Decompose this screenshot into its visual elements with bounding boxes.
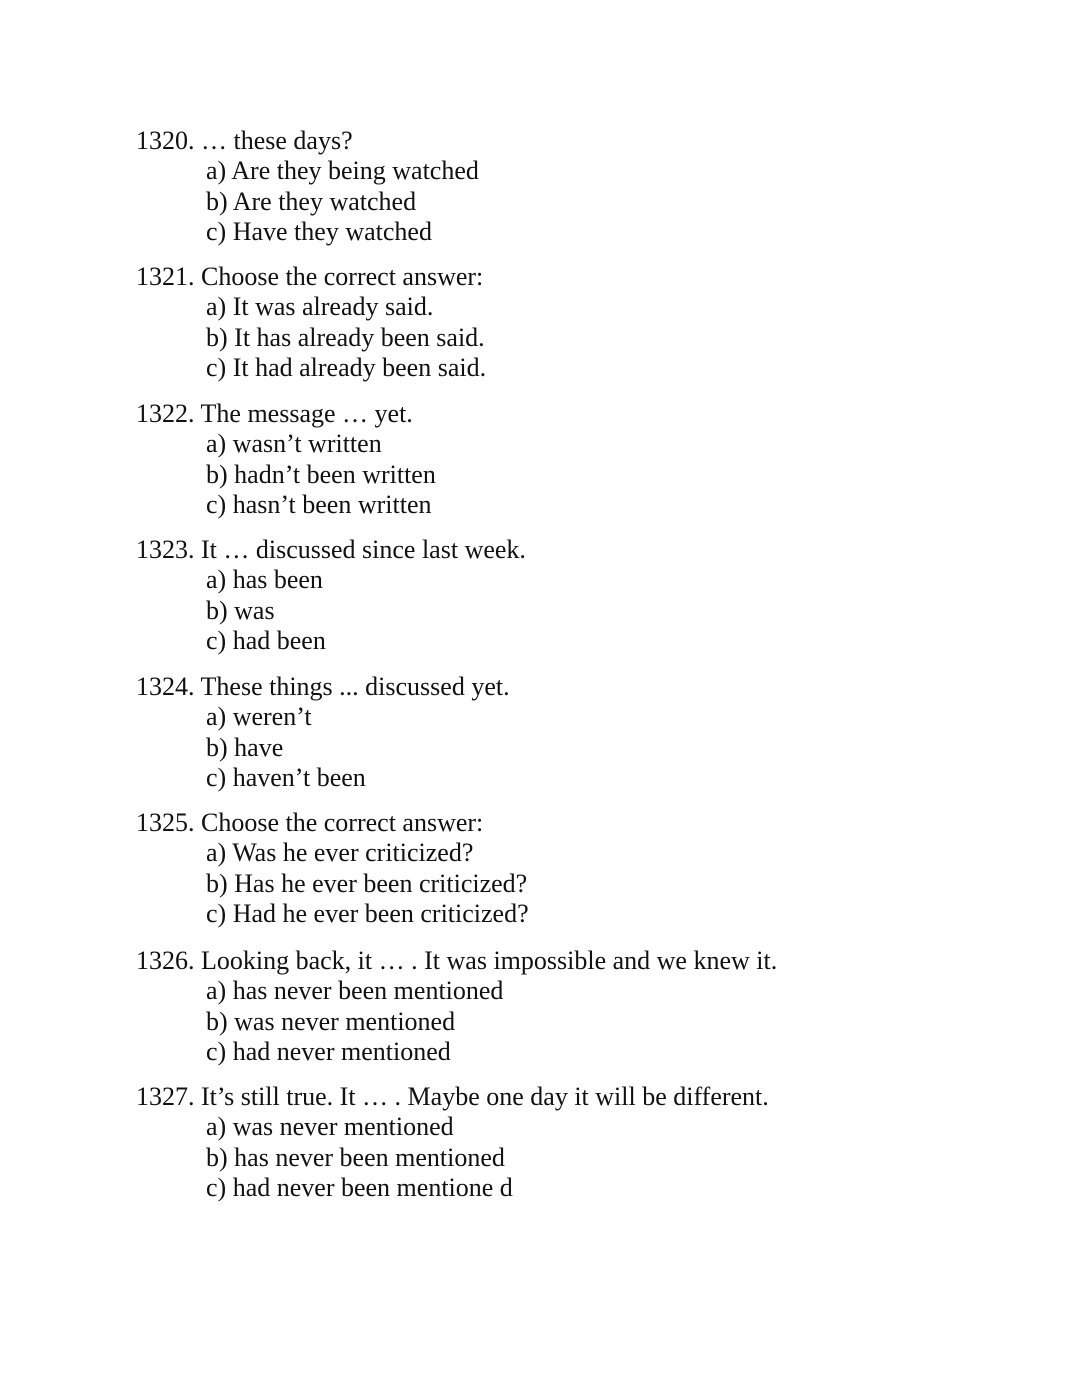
question-1325 — [136, 808, 936, 930]
option-a: a) was never mentioned — [206, 1112, 454, 1141]
option-a: a) has been — [206, 565, 323, 594]
option-list — [136, 702, 936, 794]
option-a: a) has never been mentioned — [206, 976, 504, 1005]
question-stem: 1323. It … discussed since last week. — [136, 535, 526, 564]
question-stem: 1320. … these days? — [136, 126, 353, 155]
option-a: a) It was already said. — [206, 292, 434, 321]
option-c: c) hasn’t been written — [206, 490, 432, 519]
question-stem: 1321. Choose the correct answer: — [136, 262, 484, 291]
question-1322 — [136, 399, 936, 521]
option-b: b) was — [206, 595, 275, 625]
option-b: b) have — [206, 732, 284, 762]
option-b: b) hadn’t been written — [206, 459, 436, 489]
question-1324 — [136, 672, 936, 794]
option-c: c) had never been mentione d — [206, 1173, 513, 1202]
option-b: b) was never mentioned — [206, 1006, 456, 1036]
option-c: c) It had already been said. — [206, 353, 487, 382]
option-list — [136, 1112, 936, 1204]
option-b: b) Has he ever been criticized? — [206, 868, 528, 898]
question-1327 — [136, 1082, 936, 1204]
option-a: a) weren’t — [206, 702, 312, 731]
option-c: c) had never mentioned — [206, 1037, 451, 1066]
option-list — [136, 156, 936, 248]
question-1326 — [136, 946, 936, 1068]
option-list — [136, 838, 936, 930]
question-stem: 1322. The message … yet. — [136, 399, 413, 428]
option-list — [136, 292, 936, 384]
option-list — [136, 565, 936, 657]
question-1321 — [136, 262, 936, 384]
option-a: a) wasn’t written — [206, 429, 382, 458]
option-a: a) Was he ever criticized? — [206, 838, 474, 867]
option-c: c) Had he ever been criticized? — [206, 899, 529, 928]
option-c: c) haven’t been — [206, 763, 366, 792]
option-c: c) had been — [206, 626, 326, 655]
option-list — [136, 976, 936, 1068]
option-b: b) has never been mentioned — [206, 1142, 505, 1172]
option-b: b) It has already been said. — [206, 322, 485, 352]
option-b: b) Are they watched — [206, 186, 417, 216]
option-c: c) Have they watched — [206, 217, 432, 246]
question-1323 — [136, 535, 936, 657]
question-1320 — [136, 126, 936, 248]
option-list — [136, 429, 936, 521]
question-stem: 1326. Looking back, it … . It was impossible and we knew it. — [136, 946, 778, 975]
option-a: a) Are they being watched — [206, 156, 479, 185]
question-stem: 1327. It’s still true. It … . Maybe one day it will be different. — [136, 1082, 769, 1111]
question-stem: 1325. Choose the correct answer: — [136, 808, 484, 837]
question-stem: 1324. These things ... discussed yet. — [136, 672, 510, 701]
